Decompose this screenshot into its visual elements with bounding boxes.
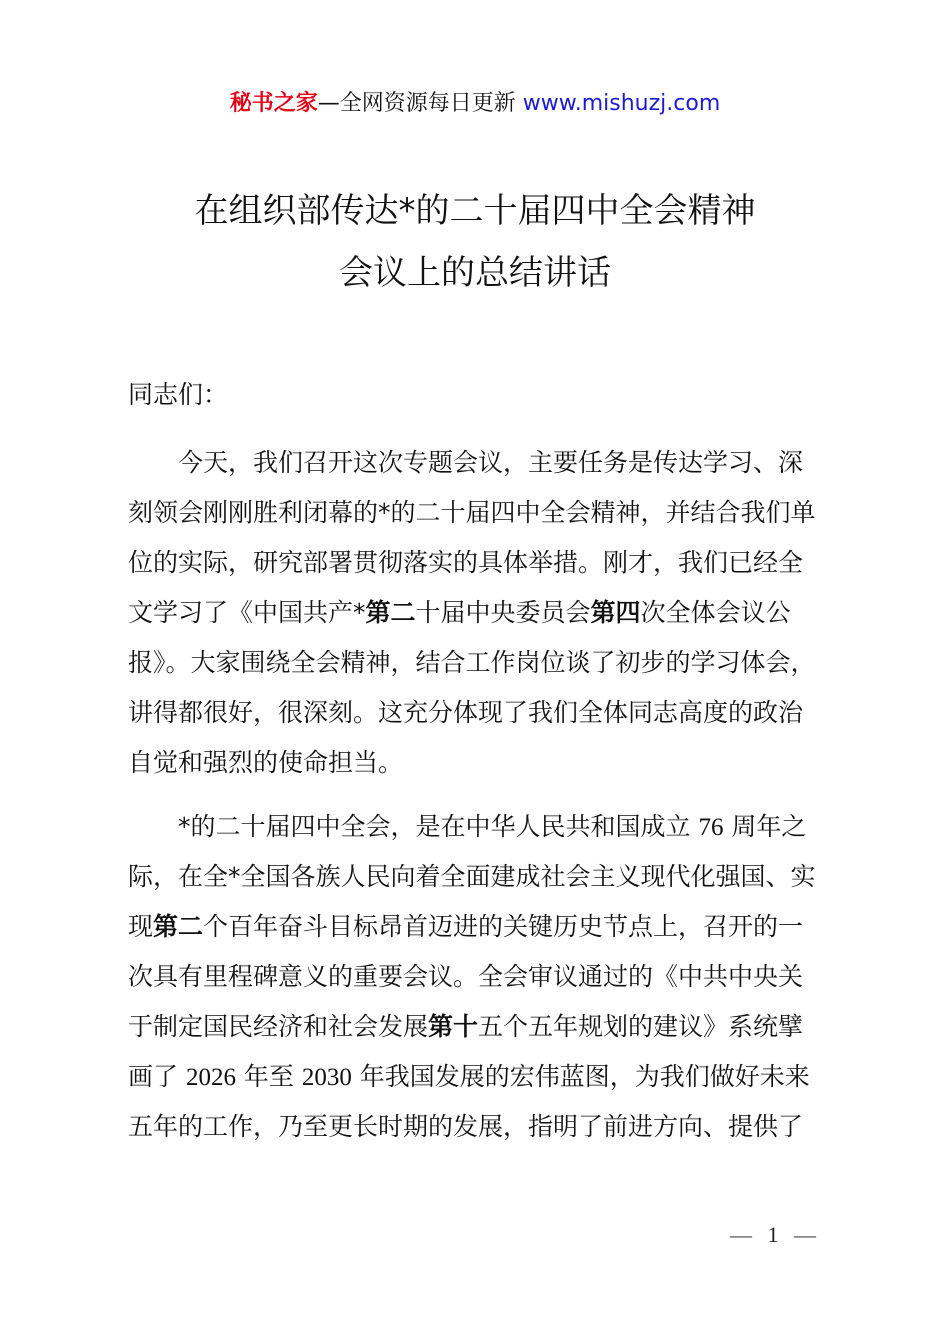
banner-slogan: —全网资源每日更新	[317, 91, 523, 116]
bold-text: 第十	[428, 1012, 479, 1041]
text-segment: 2026	[185, 1064, 236, 1091]
site-url-link[interactable]: www.mishuzj.com	[522, 91, 721, 116]
paragraph-line	[128, 802, 838, 852]
page-dash-left: —	[730, 1222, 752, 1247]
text-segment: 周年之	[723, 812, 807, 841]
page-dash-right: —	[794, 1222, 816, 1247]
bold-text: 第二	[365, 598, 416, 627]
bold-text: 第四	[590, 598, 641, 627]
document-body	[128, 370, 838, 1166]
paragraph-line	[128, 1102, 838, 1152]
text-segment: 次全体会议公	[640, 598, 791, 627]
text-segment: 76	[698, 814, 724, 841]
paragraph	[128, 438, 838, 788]
paragraph	[128, 802, 838, 1152]
document-title	[0, 180, 950, 304]
text-segment: 个百年奋斗目标昂首迈进的关键历史节点上，召开的一	[203, 912, 804, 941]
paragraph-line	[128, 952, 838, 1002]
text-segment: 五年的工作，乃至更长时期的发展，指明了前进方向、提供了	[128, 1112, 804, 1141]
text-segment: 文学习了《中国共产*	[128, 598, 366, 627]
text-segment: 际，在全*全国各族人民向着全面建成社会主义现代化强国、实	[128, 862, 816, 891]
text-segment: *的二十届四中全会，是在中华人民共和国成立	[178, 812, 699, 841]
paragraph-line	[128, 538, 838, 588]
paragraph-line	[128, 638, 838, 688]
text-segment: 年我国发展的宏伟蓝图，为我们做好未来	[351, 1062, 810, 1091]
text-segment: 五个五年规划的建议》系统擘	[478, 1012, 804, 1041]
paragraph-line	[128, 852, 838, 902]
text-segment: 自觉和强烈的使命担当。	[128, 748, 404, 777]
text-segment: 现	[128, 912, 154, 941]
text-segment: 2030	[301, 1064, 352, 1091]
paragraph-line	[128, 488, 838, 538]
title-line-1: 在组织部传达*的二十届四中全会精神	[194, 191, 756, 231]
salutation: 同志们：	[128, 380, 229, 409]
paragraph-line	[128, 902, 838, 952]
bold-text: 第二	[153, 912, 204, 941]
text-segment: 刻领会刚刚胜利闭幕的*的二十届四中全会精神，并结合我们单	[128, 498, 816, 527]
text-segment: 于制定国民经济和社会发展	[128, 1012, 429, 1041]
title-line-2: 会议上的总结讲话	[339, 253, 611, 293]
text-segment: 今天，我们召开这次专题会议，主要任务是传达学习、深	[178, 448, 804, 477]
text-segment: 讲得都很好，很深刻。这充分体现了我们全体同志高度的政治	[128, 698, 804, 727]
paragraph-line	[128, 688, 838, 738]
paragraph-line	[128, 588, 838, 638]
brand-name: 秘书之家	[229, 91, 318, 116]
text-segment: 位的实际，研究部署贯彻落实的具体举措。刚才，我们已经全	[128, 548, 804, 577]
paragraph-line	[128, 1002, 838, 1052]
page-number: 1	[767, 1222, 779, 1247]
paragraph-line	[128, 738, 838, 788]
text-segment: 十届中央委员会	[415, 598, 591, 627]
page-footer	[718, 1222, 828, 1248]
text-segment: 报》。大家围绕全会精神，结合工作岗位谈了初步的学习体会，	[128, 648, 816, 677]
text-segment: 次具有里程碑意义的重要会议。全会审议通过的《中共中央关	[128, 962, 804, 991]
text-segment: 年至	[235, 1062, 302, 1091]
site-banner	[0, 86, 950, 122]
paragraph-line	[128, 1052, 838, 1102]
text-segment: 画了	[128, 1062, 186, 1091]
paragraph-list	[128, 438, 838, 1152]
paragraph-line	[128, 438, 838, 488]
